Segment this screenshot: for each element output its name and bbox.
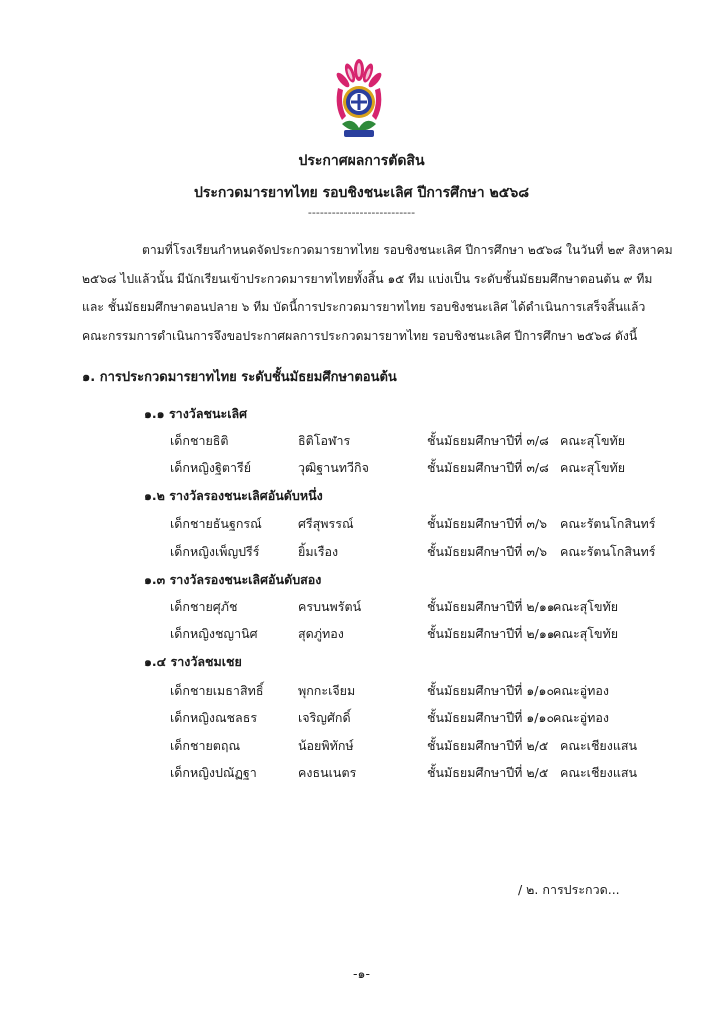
continued-note: / ๒. การประกวด... — [518, 882, 620, 897]
winner-name: เด็กชายเมธาสิทธิ์ — [170, 683, 264, 698]
award-heading: ๑.๑ รางวัลชนะเลิศ — [144, 406, 248, 421]
winner-house: คณะรัตนโกสินทร์ — [560, 544, 656, 559]
winner-surname: พุกกะเจียม — [298, 683, 356, 698]
winner-house: คณะสุโขทัย — [553, 599, 619, 614]
winner-name: เด็กหญิงณชลธร — [170, 710, 258, 725]
winner-class: ชั้นมัธยมศึกษาปีที่ ๒/๕ — [427, 765, 549, 780]
award-heading: ๑.๔ รางวัลชมเชย — [144, 654, 242, 669]
winner-row — [0, 681, 723, 701]
winner-row — [0, 736, 723, 756]
winner-house: คณะสุโขทัย — [560, 433, 626, 448]
intro-line: ๒๕๖๘ ไปแล้วนั้น มีนักเรียนเข้าประกวดมารยาทไทยทั้งสิ้น ๑๕ ทีม แบ่งเป็น ระดับชั้นมัธยมศึกษาตอนต้น ๙ ทีม — [82, 271, 653, 286]
winner-name: เด็กชายตฤณ — [170, 738, 241, 753]
page-number: -๑- — [353, 966, 370, 981]
winner-class: ชั้นมัธยมศึกษาปีที่ ๑/๑๐ — [427, 683, 555, 698]
winner-name: เด็กชายศุภัช — [170, 599, 238, 614]
winner-house: คณะอู่ทอง — [553, 710, 610, 725]
winner-row — [0, 514, 723, 534]
winner-house: คณะสุโขทัย — [553, 626, 619, 641]
winner-class: ชั้นมัธยมศึกษาปีที่ ๒/๑๑ — [427, 626, 555, 641]
winner-house: คณะรัตนโกสินทร์ — [560, 516, 656, 531]
winner-name: เด็กหญิงเพ็ญปรีร์ — [170, 544, 260, 559]
winner-class: ชั้นมัธยมศึกษาปีที่ ๓/๘ — [427, 433, 549, 448]
winner-row — [0, 763, 723, 783]
winner-name: เด็กหญิงฐิตารีย์ — [170, 460, 252, 475]
winner-class: ชั้นมัธยมศึกษาปีที่ ๒/๕ — [427, 738, 549, 753]
winner-surname: ศรีสุพรรณ์ — [298, 516, 354, 531]
winner-row — [0, 624, 723, 644]
school-emblem-icon — [332, 58, 386, 140]
award-heading: ๑.๓ รางวัลรองชนะเลิศอันดับสอง — [144, 572, 322, 587]
section-heading: ๑. การประกวดมารยาทไทย ระดับชั้นมัธยมศึกษาตอนต้น — [82, 370, 397, 385]
winner-name: เด็กชายธิติ — [170, 433, 229, 448]
intro-paragraph — [82, 236, 673, 350]
winner-class: ชั้นมัธยมศึกษาปีที่ ๒/๑๑ — [427, 599, 555, 614]
winner-name: เด็กหญิงปณัฏฐา — [170, 765, 257, 780]
divider: --------------------------- — [307, 206, 416, 219]
winner-class: ชั้นมัธยมศึกษาปีที่ ๑/๑๐ — [427, 710, 555, 725]
winner-row — [0, 597, 723, 617]
award-heading: ๑.๒ รางวัลรองชนะเลิศอันดับหนึ่ง — [144, 488, 323, 503]
page-subtitle: ประกวดมารยาทไทย รอบชิงชนะเลิศ ปีการศึกษา ๒๕๖๘ — [193, 185, 530, 201]
winner-surname: วุฒิฐานทวีกิจ — [298, 460, 369, 475]
winner-row — [0, 542, 723, 562]
winner-row — [0, 458, 723, 478]
winner-house: คณะเชียงแสน — [560, 765, 638, 780]
winner-name: เด็กชายธันฐกรณ์ — [170, 516, 262, 531]
winner-row — [0, 431, 723, 451]
winner-house: คณะสุโขทัย — [560, 460, 626, 475]
winner-class: ชั้นมัธยมศึกษาปีที่ ๓/๖ — [427, 516, 548, 531]
intro-line: ตามที่โรงเรียนกำหนดจัดประกวดมารยาทไทย รอบชิงชนะเลิศ ปีการศึกษา ๒๕๖๘ ในวันที่ ๒๙ สิงหาคม — [142, 243, 673, 257]
winner-house: คณะอู่ทอง — [553, 683, 610, 698]
winner-class: ชั้นมัธยมศึกษาปีที่ ๓/๘ — [427, 460, 549, 475]
winner-surname: ครบนพรัตน์ — [298, 599, 362, 614]
winner-surname: สุดภู่ทอง — [298, 626, 344, 641]
winner-surname: น้อยพิทักษ์ — [298, 738, 354, 753]
winner-class: ชั้นมัธยมศึกษาปีที่ ๓/๖ — [427, 544, 548, 559]
winner-surname: คงธนเนตร — [298, 765, 357, 780]
winner-house: คณะเชียงแสน — [560, 738, 638, 753]
winner-row — [0, 708, 723, 728]
page-title: ประกาศผลการตัดสิน — [298, 153, 425, 169]
winner-surname: เจริญศักดิ์ — [298, 710, 351, 725]
intro-line: คณะกรรมการดำเนินการจึงขอประกาศผลการประกวดมารยาทไทย รอบชิงชนะเลิศ ปีการศึกษา ๒๕๖๘ ดังนี้ — [82, 328, 638, 343]
intro-line: และ ชั้นมัธยมศึกษาตอนปลาย ๖ ทีม บัดนี้การประกวดมารยาทไทย รอบชิงชนะเลิศ ได้ดำเนินการเสร็จสิ้นแล้ว — [82, 300, 646, 314]
winner-surname: ธิติโอฬาร — [298, 433, 351, 448]
winner-surname: ยิ้มเรือง — [298, 544, 339, 559]
winner-name: เด็กหญิงชญานิศ — [170, 626, 258, 641]
